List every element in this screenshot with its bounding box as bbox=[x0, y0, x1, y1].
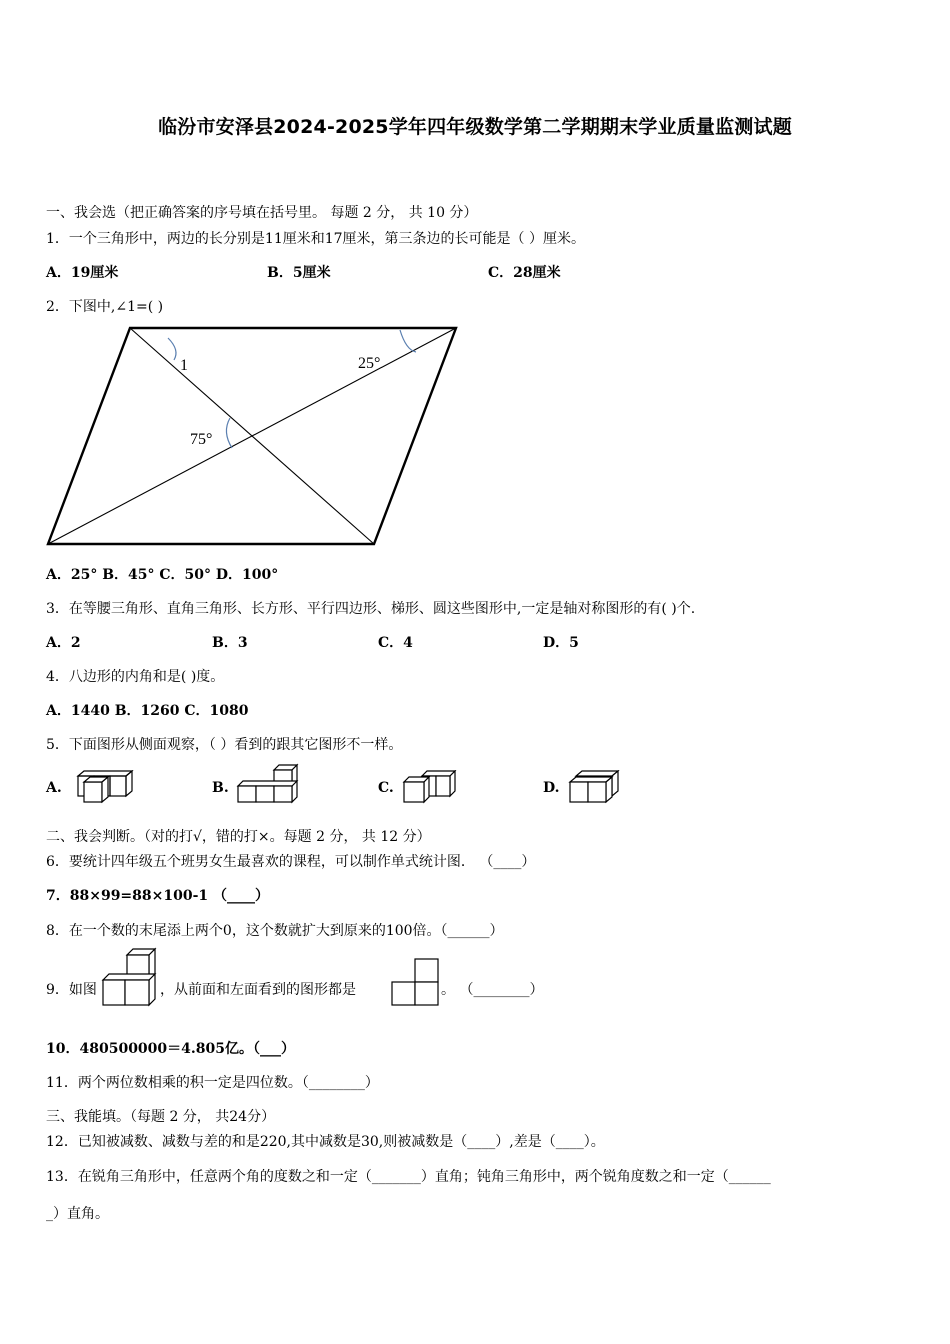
section-2-header: 二、我会判断。（对的打√，错的打×。每题 2 分， 共 12 分） bbox=[46, 829, 431, 845]
question-2: 2．下图中,∠1=( ) bbox=[46, 299, 164, 315]
q3-option-a[interactable]: A．2 bbox=[46, 635, 81, 651]
question-6: 6．要统计四年级五个班男女生最喜欢的课程，可以制作单式统计图． （____） bbox=[46, 854, 536, 870]
angle-75-arc bbox=[226, 418, 232, 448]
q9-prefix: 9．如图 bbox=[46, 982, 97, 998]
question-10: 10．480500000＝4.805亿。（___） bbox=[46, 1041, 295, 1057]
q1-option-a[interactable]: A．19厘米 bbox=[46, 265, 119, 281]
q9-middle: ，从前面和左面看到的图形都是 bbox=[160, 982, 356, 998]
q5-option-d-label[interactable]: D. bbox=[543, 780, 560, 796]
q5-option-b-label[interactable]: B. bbox=[212, 780, 229, 796]
q5-option-c-cubes bbox=[402, 770, 458, 804]
question-7: 7．88×99=88×100-1 （____） bbox=[46, 888, 270, 904]
question-13-line-2: _）直角。 bbox=[46, 1206, 109, 1222]
page-title: 临汾市安泽县2024-2025学年四年级数学第二学期期末学业质量监测试题 bbox=[158, 116, 792, 138]
q4-options[interactable]: A．1440 B．1260 C．1080 bbox=[46, 703, 249, 719]
q9-cube-stack-figure bbox=[101, 947, 161, 1007]
section-3-header: 三、我能填。（每题 2 分， 共24分） bbox=[46, 1109, 276, 1125]
q2-options[interactable]: A．25° B．45° C．50° D．100° bbox=[46, 567, 279, 583]
question-5: 5．下面图形从侧面观察，（ ）看到的跟其它图形不一样。 bbox=[46, 737, 403, 753]
angle-1-label: 1 bbox=[180, 357, 188, 374]
diagonal-bottom-left-top-right bbox=[48, 328, 456, 544]
question-3: 3．在等腰三角形、直角三角形、长方形、平行四边形、梯形、圆这些图形中,一定是轴对称图形的有( )个. bbox=[46, 601, 696, 617]
question-1: 1．一个三角形中，两边的长分别是11厘米和17厘米，第三条边的长可能是（ ）厘米。 bbox=[46, 231, 585, 247]
q3-option-d[interactable]: D．5 bbox=[543, 635, 579, 651]
parallelogram-figure bbox=[44, 322, 464, 552]
section-1-header: 一、我会选（把正确答案的序号填在括号里。 每题 2 分， 共 10 分） bbox=[46, 205, 478, 221]
q5-option-d-cubes bbox=[568, 770, 622, 804]
q3-option-c[interactable]: C．4 bbox=[378, 635, 413, 651]
q5-option-a-label[interactable]: A. bbox=[46, 780, 62, 796]
q5-option-b-cubes bbox=[236, 762, 300, 804]
question-8: 8．在一个数的末尾添上两个0，这个数就扩大到原来的100倍。（______） bbox=[46, 923, 504, 939]
q9-view-shape-figure bbox=[391, 958, 441, 1006]
q9-suffix: 。 （________） bbox=[441, 982, 544, 998]
angle-25-label: 25° bbox=[358, 355, 381, 372]
q5-option-c-label[interactable]: C. bbox=[378, 780, 394, 796]
question-11: 11．两个两位数相乘的积一定是四位数。（________） bbox=[46, 1075, 379, 1091]
q3-option-b[interactable]: B．3 bbox=[212, 635, 248, 651]
angle-25-arc bbox=[400, 330, 416, 352]
q1-option-b[interactable]: B．5厘米 bbox=[267, 265, 331, 281]
q5-option-a-cubes bbox=[72, 770, 136, 804]
question-13-line-1: 13．在锐角三角形中，任意两个角的度数之和一定（_______）直角；钝角三角形中，两个锐角度数之和一定（______ bbox=[46, 1169, 771, 1185]
angle-1-arc bbox=[168, 338, 176, 360]
q1-option-c[interactable]: C．28厘米 bbox=[488, 265, 561, 281]
angle-75-label: 75° bbox=[190, 431, 213, 448]
question-12: 12．已知被减数、减数与差的和是220,其中减数是30,则被减数是（____）,差是（____）。 bbox=[46, 1134, 605, 1150]
question-4: 4．八边形的内角和是( )度。 bbox=[46, 669, 225, 685]
